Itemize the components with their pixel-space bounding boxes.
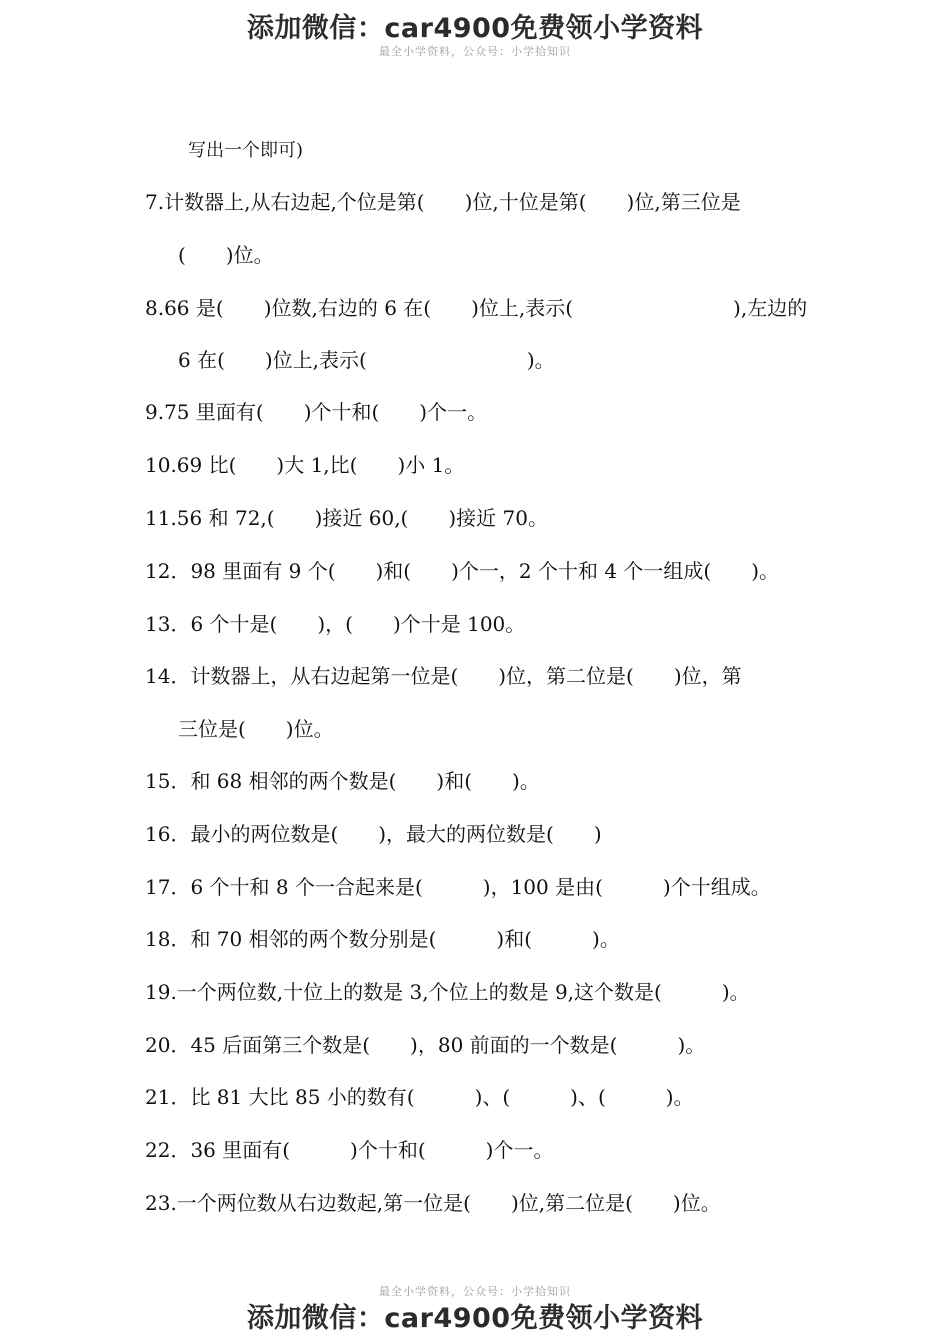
question-23: 23.一个两位数从右边数起,第一位是( )位,第二位是( )位。 [145,1191,721,1215]
question-19: 19.一个两位数,十位上的数是 3,个位上的数是 9,这个数是( )。 [145,980,750,1004]
question-8-line-2: 6 在( )位上,表示( )。 [178,348,555,372]
question-15: 15．和 68 相邻的两个数是( )和( )。 [145,769,540,793]
question-7-line-1: 7.计数器上,从右边起,个位是第( )位,十位是第( )位,第三位是 [145,190,741,214]
question-14-line-2: 三位是( )位。 [178,717,334,741]
footer-banner: 添加微信：car4900免费领小学资料 [246,1303,704,1334]
question-10: 10.69 比( )大 1,比( )小 1。 [145,453,465,477]
question-9: 9.75 里面有( )个十和( )个一。 [145,400,488,424]
footer-subtitle: 最全小学资料，公众号：小学拾知识 [379,1285,571,1298]
intro-continuation: 写出一个即可) [188,140,304,161]
question-14-line-1: 14．计数器上，从右边起第一位是( )位，第二位是( )位，第 [145,664,742,688]
question-11: 11.56 和 72,( )接近 60,( )接近 70。 [145,506,548,530]
question-17: 17．6 个十和 8 个一合起来是( )，100 是由( )个十组成。 [145,875,771,899]
question-21: 21．比 81 大比 85 小的数有( )、( )、( )。 [145,1085,694,1109]
question-8-line-1: 8.66 是( )位数,右边的 6 在( )位上,表示( ),左边的 [145,296,808,320]
header-subtitle: 最全小学资料，公众号：小学拾知识 [379,45,571,58]
question-22: 22．36 里面有( )个十和( )个一。 [145,1138,554,1162]
question-13: 13．6 个十是( )，( )个十是 100。 [145,612,526,636]
question-7-line-2: ( )位。 [178,243,274,267]
question-12: 12．98 里面有 9 个( )和( )个一，2 个十和 4 个一组成( )。 [145,559,780,583]
header-banner: 添加微信：car4900免费领小学资料 [246,13,704,44]
question-16: 16．最小的两位数是( )，最大的两位数是( ) [145,822,602,846]
question-20: 20．45 后面第三个数是( )，80 前面的一个数是( )。 [145,1033,706,1057]
question-18: 18．和 70 相邻的两个数分别是( )和( )。 [145,927,620,951]
